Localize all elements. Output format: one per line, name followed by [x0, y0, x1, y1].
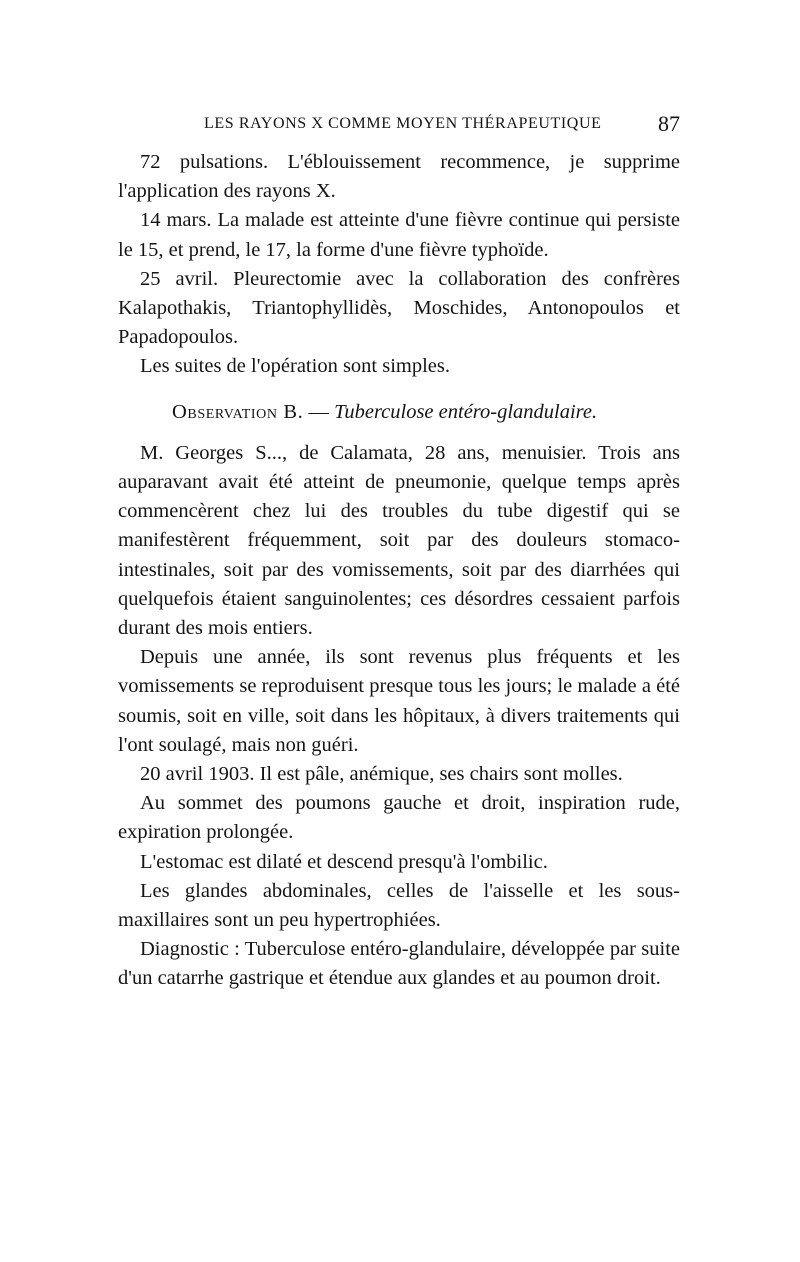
running-header	[118, 113, 680, 145]
paragraph: 25 avril. Pleurectomie avec la collaboration des confrères Kalapothakis, Triantophyllidès, Moschides, Antonopoulos et Papadopoulos.	[118, 267, 680, 349]
paragraph: L'estomac est dilaté et descend presqu'à l'ombilic.	[140, 850, 548, 873]
observation-label: Observation B.	[172, 400, 304, 423]
page-body	[118, 148, 680, 994]
page-number: 87	[658, 111, 680, 136]
paragraph: Les suites de l'opération sont simples.	[140, 355, 451, 378]
paragraph: 72 pulsations. L'éblouissement recommence, je supprime l'application des rayons X.	[118, 151, 680, 203]
paragraph: Les glandes abdominales, celles de l'aisselle et les sous-maxillaires sont un peu hypertrophiées.	[118, 879, 680, 932]
paragraph: 14 mars. La malade est atteinte d'une fièvre continue qui persiste le 15, et prend, le 17, la forme d'une fièvre typhoïde.	[118, 209, 680, 261]
paragraph: Au sommet des poumons gauche et droit, inspiration rude, expiration prolongée.	[118, 792, 680, 844]
paragraph: M. Georges S..., de Calamata, 28 ans, menuisier. Trois ans auparavant avait été atteint de pneumonie, quelque temps après commencèrent chez lui des troubles du tube digestif qui se manifestèrent fréquemment, soit par des douleurs stomaco-intestinales, soit par des vomissements, soit par des diarrhées qui quelquefois étaient sanguinolentes; ces désordres cessaient parfois durant des mois entiers.	[118, 441, 680, 640]
paragraph: Depuis une année, ils sont revenus plus fréquents et les vomissements se reproduisent presque tous les jours; le malade a été soumis, soit en ville, soit dans les hôpitaux, à divers traitements qui l'ont soulagé, mais non guéri.	[118, 646, 680, 756]
running-title: LES RAYONS X COMME MOYEN THÉRAPEUTIQUE	[204, 115, 602, 132]
observation-heading	[118, 398, 680, 427]
observation-dash: —	[303, 400, 335, 423]
paragraph: 20 avril 1903. Il est pâle, anémique, ses chairs sont molles.	[140, 763, 623, 786]
paragraph: Diagnostic : Tuberculose entéro-glandulaire, développée par suite d'un catarrhe gastrique et étendue aux glandes et au poumon droit.	[118, 938, 680, 990]
observation-title: Tuberculose entéro-glandulaire.	[334, 400, 598, 423]
